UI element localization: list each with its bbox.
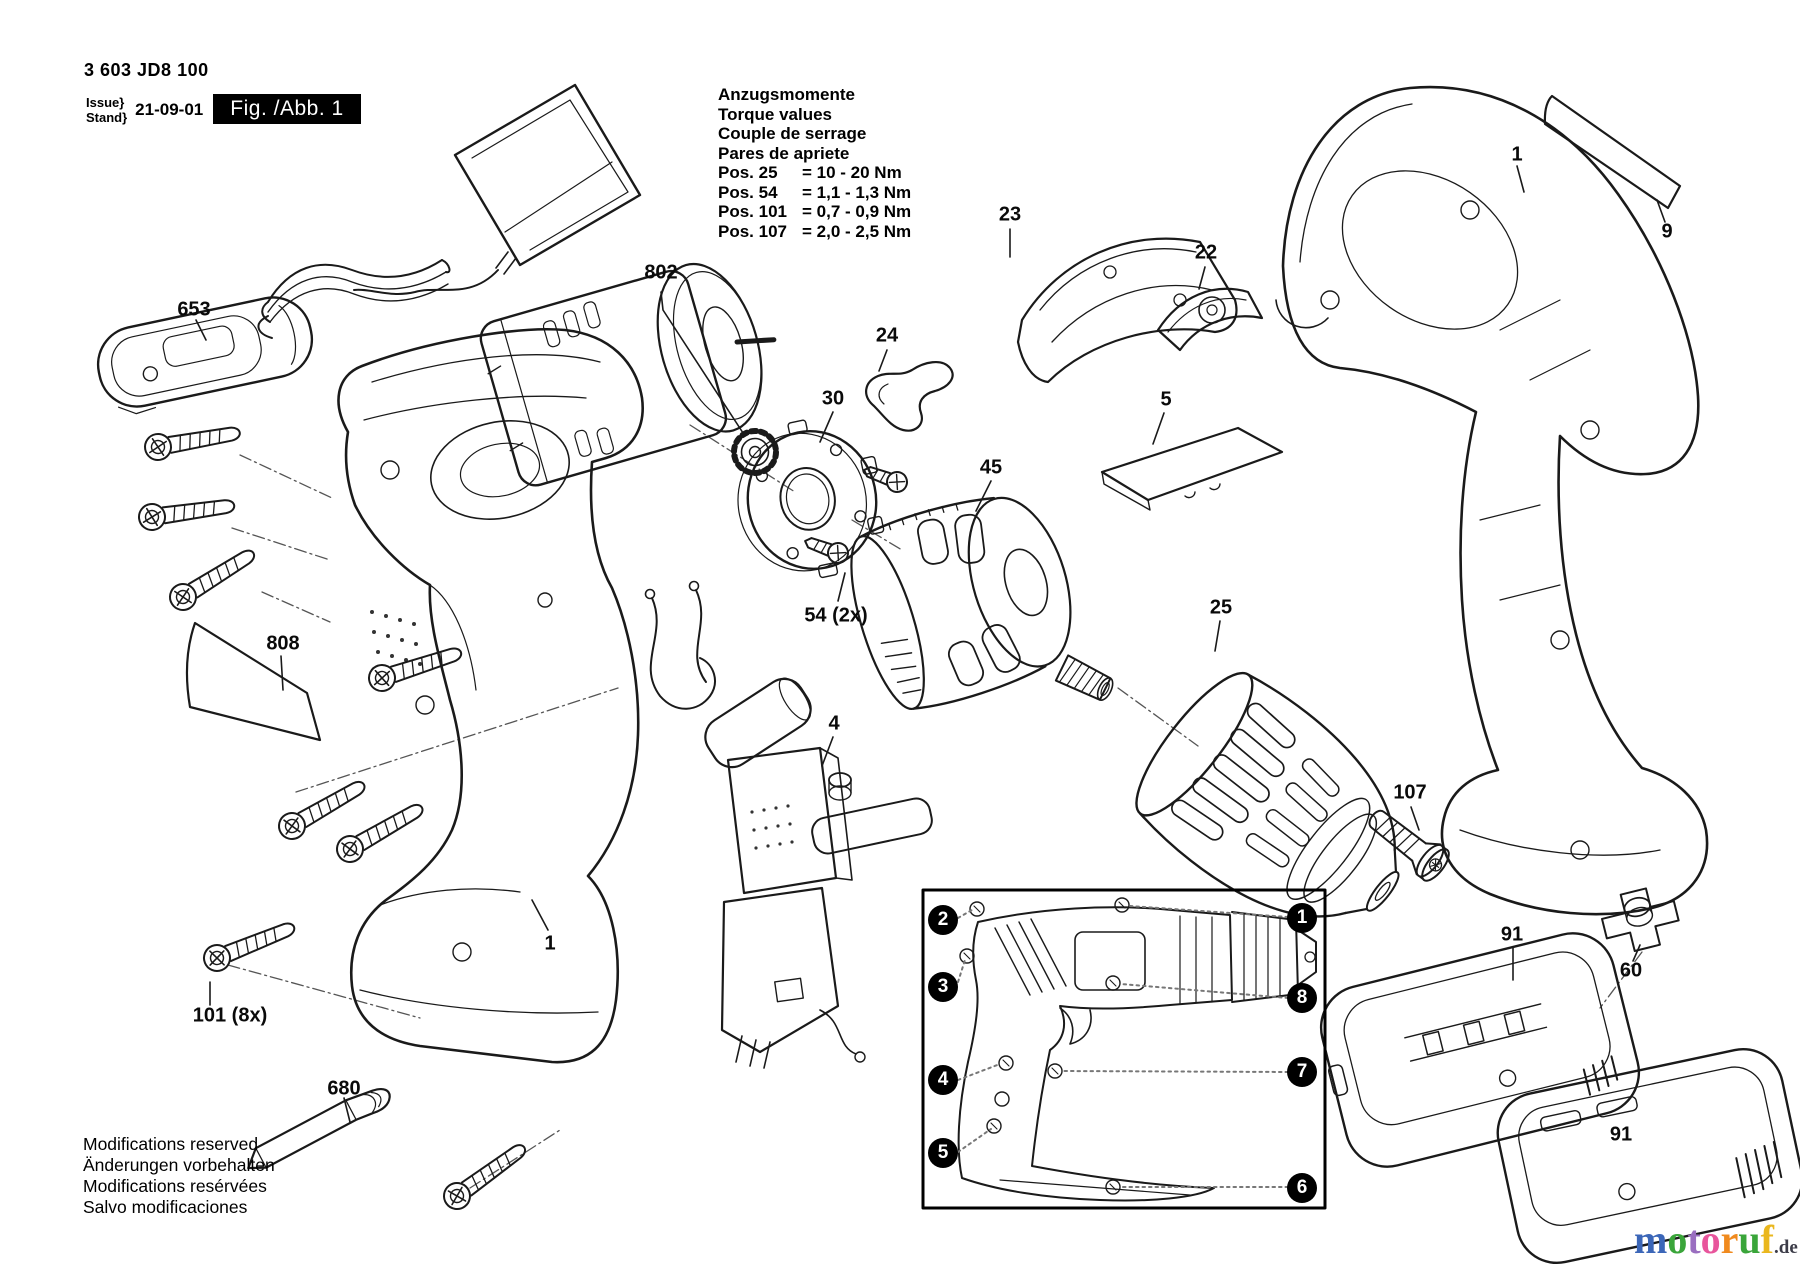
part-label-1-right: 1 xyxy=(1511,143,1523,166)
inset-callout-5: 5 xyxy=(928,1138,958,1168)
torque-pos: Pos. 25 xyxy=(718,163,778,182)
part-label-680: 680 xyxy=(327,1077,361,1100)
battery-upper-drawing xyxy=(1310,924,1648,1176)
issue-label: Issue} xyxy=(86,95,125,110)
issue-stand-block xyxy=(86,95,203,125)
left-housing-drawing xyxy=(339,329,643,1062)
sticker-808-drawing xyxy=(187,623,320,740)
motoruf-logo xyxy=(1634,1218,1798,1270)
part-label-4: 4 xyxy=(828,712,840,735)
inset-callout-4: 4 xyxy=(928,1065,958,1095)
part-label-91-bottom: 91 xyxy=(1609,1123,1633,1146)
part-label-25: 25 xyxy=(1209,596,1233,619)
figure-caption: Fig. /Abb. 1 xyxy=(213,94,361,124)
gearbox-45-drawing xyxy=(835,477,1117,721)
lever-24-drawing xyxy=(866,362,952,431)
part-label-45: 45 xyxy=(979,456,1003,479)
gear-plate-30-drawing xyxy=(723,407,910,591)
switch-assembly-drawing xyxy=(646,582,935,1069)
chuck-25-drawing xyxy=(1116,654,1446,970)
part-label-22: 22 xyxy=(1194,241,1218,264)
part-label-101: 101 (8x) xyxy=(192,1004,268,1027)
part-label-30: 30 xyxy=(821,387,845,410)
part-label-107: 107 xyxy=(1393,781,1427,804)
torque-val: = 2,0 - 2,5 Nm xyxy=(802,221,912,241)
logo-letter: r xyxy=(1720,1217,1739,1262)
logo-letter: f xyxy=(1760,1217,1774,1262)
torque-title-es: Pares de apriete xyxy=(718,143,850,163)
torque-row xyxy=(718,183,911,203)
part-label-54: 54 (2x) xyxy=(804,604,868,627)
logo-letter: o xyxy=(1700,1217,1721,1262)
inset-callout-7: 7 xyxy=(1287,1057,1317,1087)
right-housing-drawing xyxy=(1276,87,1707,914)
torque-pos: Pos. 107 xyxy=(718,221,787,241)
logo-letter: u xyxy=(1738,1217,1761,1262)
stand-label: Stand} xyxy=(86,110,128,125)
inset-callout-3: 3 xyxy=(928,972,958,1002)
modifications-line-fr: Modifications resérvées xyxy=(83,1176,267,1196)
torque-values-block xyxy=(718,85,911,241)
modifications-line-de: Änderungen vorbehalten xyxy=(83,1155,275,1175)
part-label-5: 5 xyxy=(1160,388,1172,411)
part-label-24: 24 xyxy=(875,324,899,347)
part-label-808: 808 xyxy=(266,632,300,655)
torque-row xyxy=(718,163,911,183)
inset-callout-8: 8 xyxy=(1287,983,1317,1013)
type-number: 3 603 JD8 100 xyxy=(84,60,209,80)
torque-row xyxy=(718,222,911,242)
part-label-60: 60 xyxy=(1619,959,1643,982)
torque-title-fr: Couple de serrage xyxy=(718,124,867,143)
part-label-802: 802 xyxy=(644,261,678,284)
logo-suffix: .de xyxy=(1774,1237,1798,1258)
inset-leader-lines xyxy=(958,906,1288,1187)
modifications-note xyxy=(83,1134,275,1218)
torque-title-en: Torque values xyxy=(718,104,832,124)
pad-5-drawing xyxy=(1102,428,1282,510)
part-label-653: 653 xyxy=(177,298,211,321)
torque-val: = 10 - 20 Nm xyxy=(802,163,902,182)
modifications-line-en: Modifications reserved xyxy=(83,1134,259,1154)
logo-letter: o xyxy=(1667,1217,1688,1262)
part-label-9: 9 xyxy=(1661,220,1673,243)
torque-row xyxy=(718,202,911,222)
screw-107-drawing xyxy=(1361,801,1454,885)
logo-letter: t xyxy=(1687,1217,1701,1262)
inset-callout-1: 1 xyxy=(1287,903,1317,933)
grip-dots xyxy=(370,610,422,666)
torque-pos: Pos. 101 xyxy=(718,202,787,221)
part-label-23: 23 xyxy=(998,203,1022,226)
inset-box-drawing xyxy=(923,890,1325,1208)
issue-date: 21-09-01 xyxy=(135,100,204,119)
inset-callout-2: 2 xyxy=(928,905,958,935)
torque-pos: Pos. 54 xyxy=(718,182,778,202)
torque-val: = 1,1 - 1,3 Nm xyxy=(802,182,912,202)
sticker-9-drawing xyxy=(1545,96,1680,208)
part-label-1-left: 1 xyxy=(544,932,556,955)
torque-title-de: Anzugsmomente xyxy=(718,85,855,104)
clip-22-drawing xyxy=(1158,289,1262,350)
torque-val: = 0,7 - 0,9 Nm xyxy=(802,202,912,221)
logo-letter: m xyxy=(1634,1217,1668,1262)
modifications-line-es: Salvo modificaciones xyxy=(83,1197,248,1217)
inset-callout-6: 6 xyxy=(1287,1173,1317,1203)
motor-802-drawing xyxy=(474,247,794,491)
part-label-91-top: 91 xyxy=(1500,923,1524,946)
